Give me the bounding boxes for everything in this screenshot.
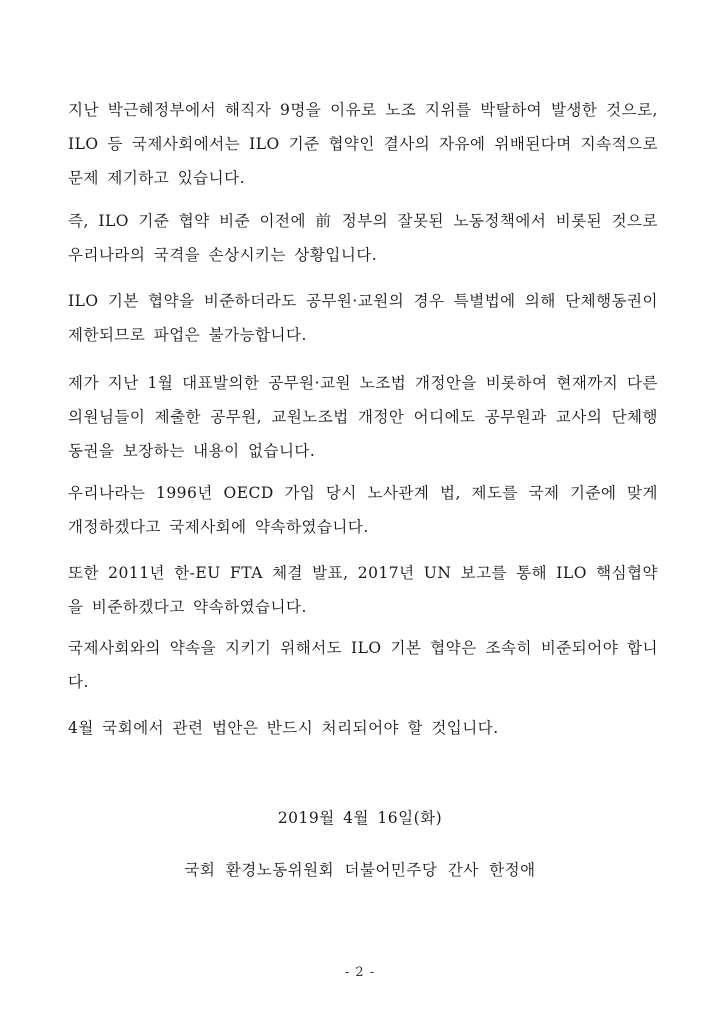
paragraph-april-session: 4월 국회에서 관련 법안은 반드시 처리되어야 할 것입니다. (68, 719, 499, 737)
paragraph-national-dignity: 즉, ILO 기준 협약 비준 이전에 前 정부의 잘못된 노동정책에서 비롯된 것으로 우리나라의 국격을 손상시키는 상황입니다. (68, 212, 658, 264)
paragraph-fta-promise: 또한 2011년 한-EU FTA 체결 발표, 2017년 UN 보고를 통해 ILO 핵심협약을 비준하겠다고 약속하였습니다. (68, 564, 658, 616)
paragraph-oecd-promise: 우리나라는 1996년 OECD 가입 당시 노사관계 법, 제도를 국제 기준에 맞게 개정하겠다고 국제사회에 약속하였습니다. (68, 484, 658, 536)
paragraph-amendment-bill: 제가 지난 1월 대표발의한 공무원·교원 노조법 개정안을 비롯하여 현재까지 다른 의원님들이 제출한 공무원, 교원노조법 개정안 어디에도 공무원과 교사의 단체행동권을 보장하는 내용이 없습니다. (68, 374, 658, 460)
page-number: - 2 - (344, 965, 376, 980)
paragraph-ratification-call: 국제사회와의 약속을 지키기 위해서도 ILO 기본 협약은 조속히 비준되어야 합니다. (68, 639, 658, 691)
document-date: 2019월 4월 16일(화) (277, 809, 443, 827)
document-signature: 국회 환경노동위원회 더불어민주당 간사 한정애 (184, 861, 536, 879)
paragraph-gs-union-status: 지난 박근혜정부에서 해직자 9명을 이유로 노조 지위를 박탈하여 발생한 것으로, ILO 등 국제사회에서는 ILO 기준 협약인 결사의 자유에 위배된다며 지속적으로 문제 제기하고 있습니다. (68, 101, 658, 187)
paragraph-strike-restriction: ILO 기본 협약을 비준하더라도 공무원·교원의 경우 특별법에 의해 단체행동권이 제한되므로 파업은 불가능합니다. (68, 292, 658, 344)
